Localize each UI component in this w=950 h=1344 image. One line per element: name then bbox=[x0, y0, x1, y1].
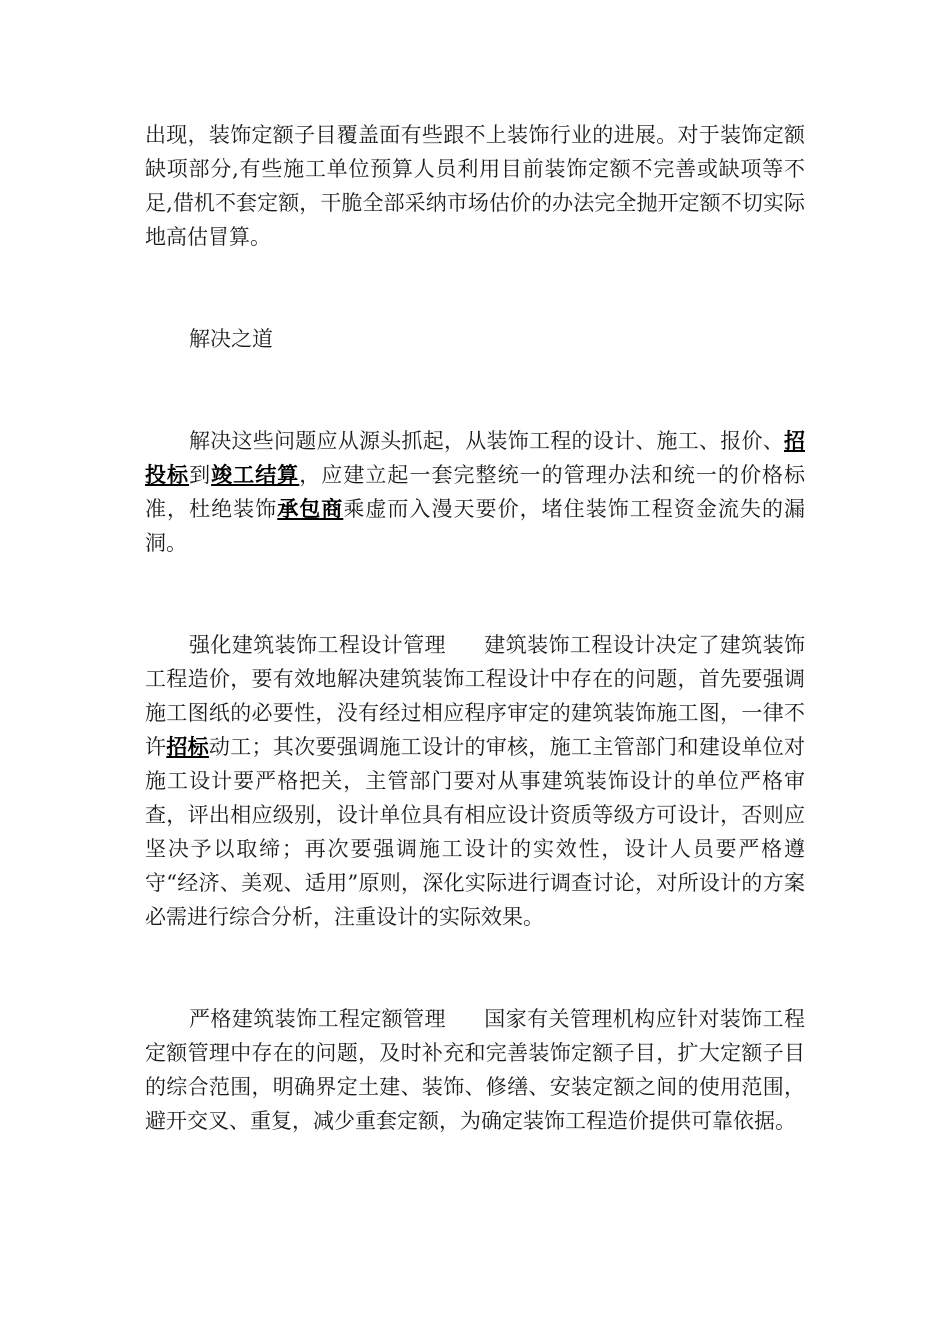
link-final-settlement[interactable]: 竣工结算 bbox=[211, 462, 300, 487]
paragraph-gap bbox=[145, 560, 805, 628]
link-contractor[interactable]: 承包商 bbox=[277, 496, 344, 521]
section-heading: 解决之道 bbox=[189, 327, 273, 351]
paragraph-gap bbox=[145, 254, 805, 322]
document-page bbox=[145, 118, 805, 1138]
text-run: 到 bbox=[189, 463, 212, 487]
link-bidding[interactable]: 招投标 bbox=[145, 428, 805, 487]
paragraph-design-management bbox=[145, 628, 805, 934]
paragraph-intro: 出现，装饰定额子目覆盖面有些跟不上装饰行业的进展。对于装饰定额缺项部分,有些施工单位预算人员利用目前装饰定额不完善或缺项等不足,借机不套定额，干脆全部采纳市场估价的办法完全抛开定额不切实际地高估冒算。 bbox=[145, 123, 805, 249]
text-run: 解决这些问题应从源头抓起，从装饰工程的设计、施工、报价、 bbox=[189, 429, 784, 453]
paragraph-title: 强化建筑装饰工程设计管理 bbox=[189, 633, 446, 657]
paragraph-quota-management bbox=[145, 1002, 805, 1138]
link-tender[interactable]: 招标 bbox=[166, 734, 209, 759]
paragraph-solution bbox=[145, 424, 805, 560]
paragraph-title: 严格建筑装饰工程定额管理 bbox=[189, 1007, 446, 1031]
text-run: 动工；其次要强调施工设计的审核，施工主管部门和建设单位对施工设计要严格把关，主管部门要对从事建筑装饰设计的单位严格审查，评出相应级别，设计单位具有相应设计资质等级方可设计，否则应坚决予以取缔；再次要强调施工设计的实效性，设计人员要严格遵守“经济、美观、适用”原则，深化实际进行调查讨论，对所设计的方案必需进行综合分析，注重设计的实际效果。 bbox=[145, 735, 806, 929]
text-run: 建筑装饰工程设计决定了建筑装饰工程造价，要有效地解决建筑装饰工程设计中存在的问题，首先要强调施工图纸的必要性，没有经过相应程序审定的建筑装饰施工图，一律不许 bbox=[145, 633, 806, 759]
paragraph-gap bbox=[145, 356, 805, 424]
text-run: 乘虚而入漫天要价，堵住装饰工程资金流失的漏洞。 bbox=[145, 497, 806, 555]
paragraph-gap bbox=[145, 934, 805, 1002]
text-run: ，应建立起一套完整统一的管理办法和统一的价格标准，杜绝装饰 bbox=[145, 463, 806, 521]
text-run: 国家有关管理机构应针对装饰工程定额管理中存在的问题，及时补充和完善装饰定额子目，扩大定额子目的综合范围，明确界定土建、装饰、修缮、安装定额之间的使用范围，避开交叉、重复，减少重套定额，为确定装饰工程造价提供可靠依据。 bbox=[145, 1007, 806, 1133]
